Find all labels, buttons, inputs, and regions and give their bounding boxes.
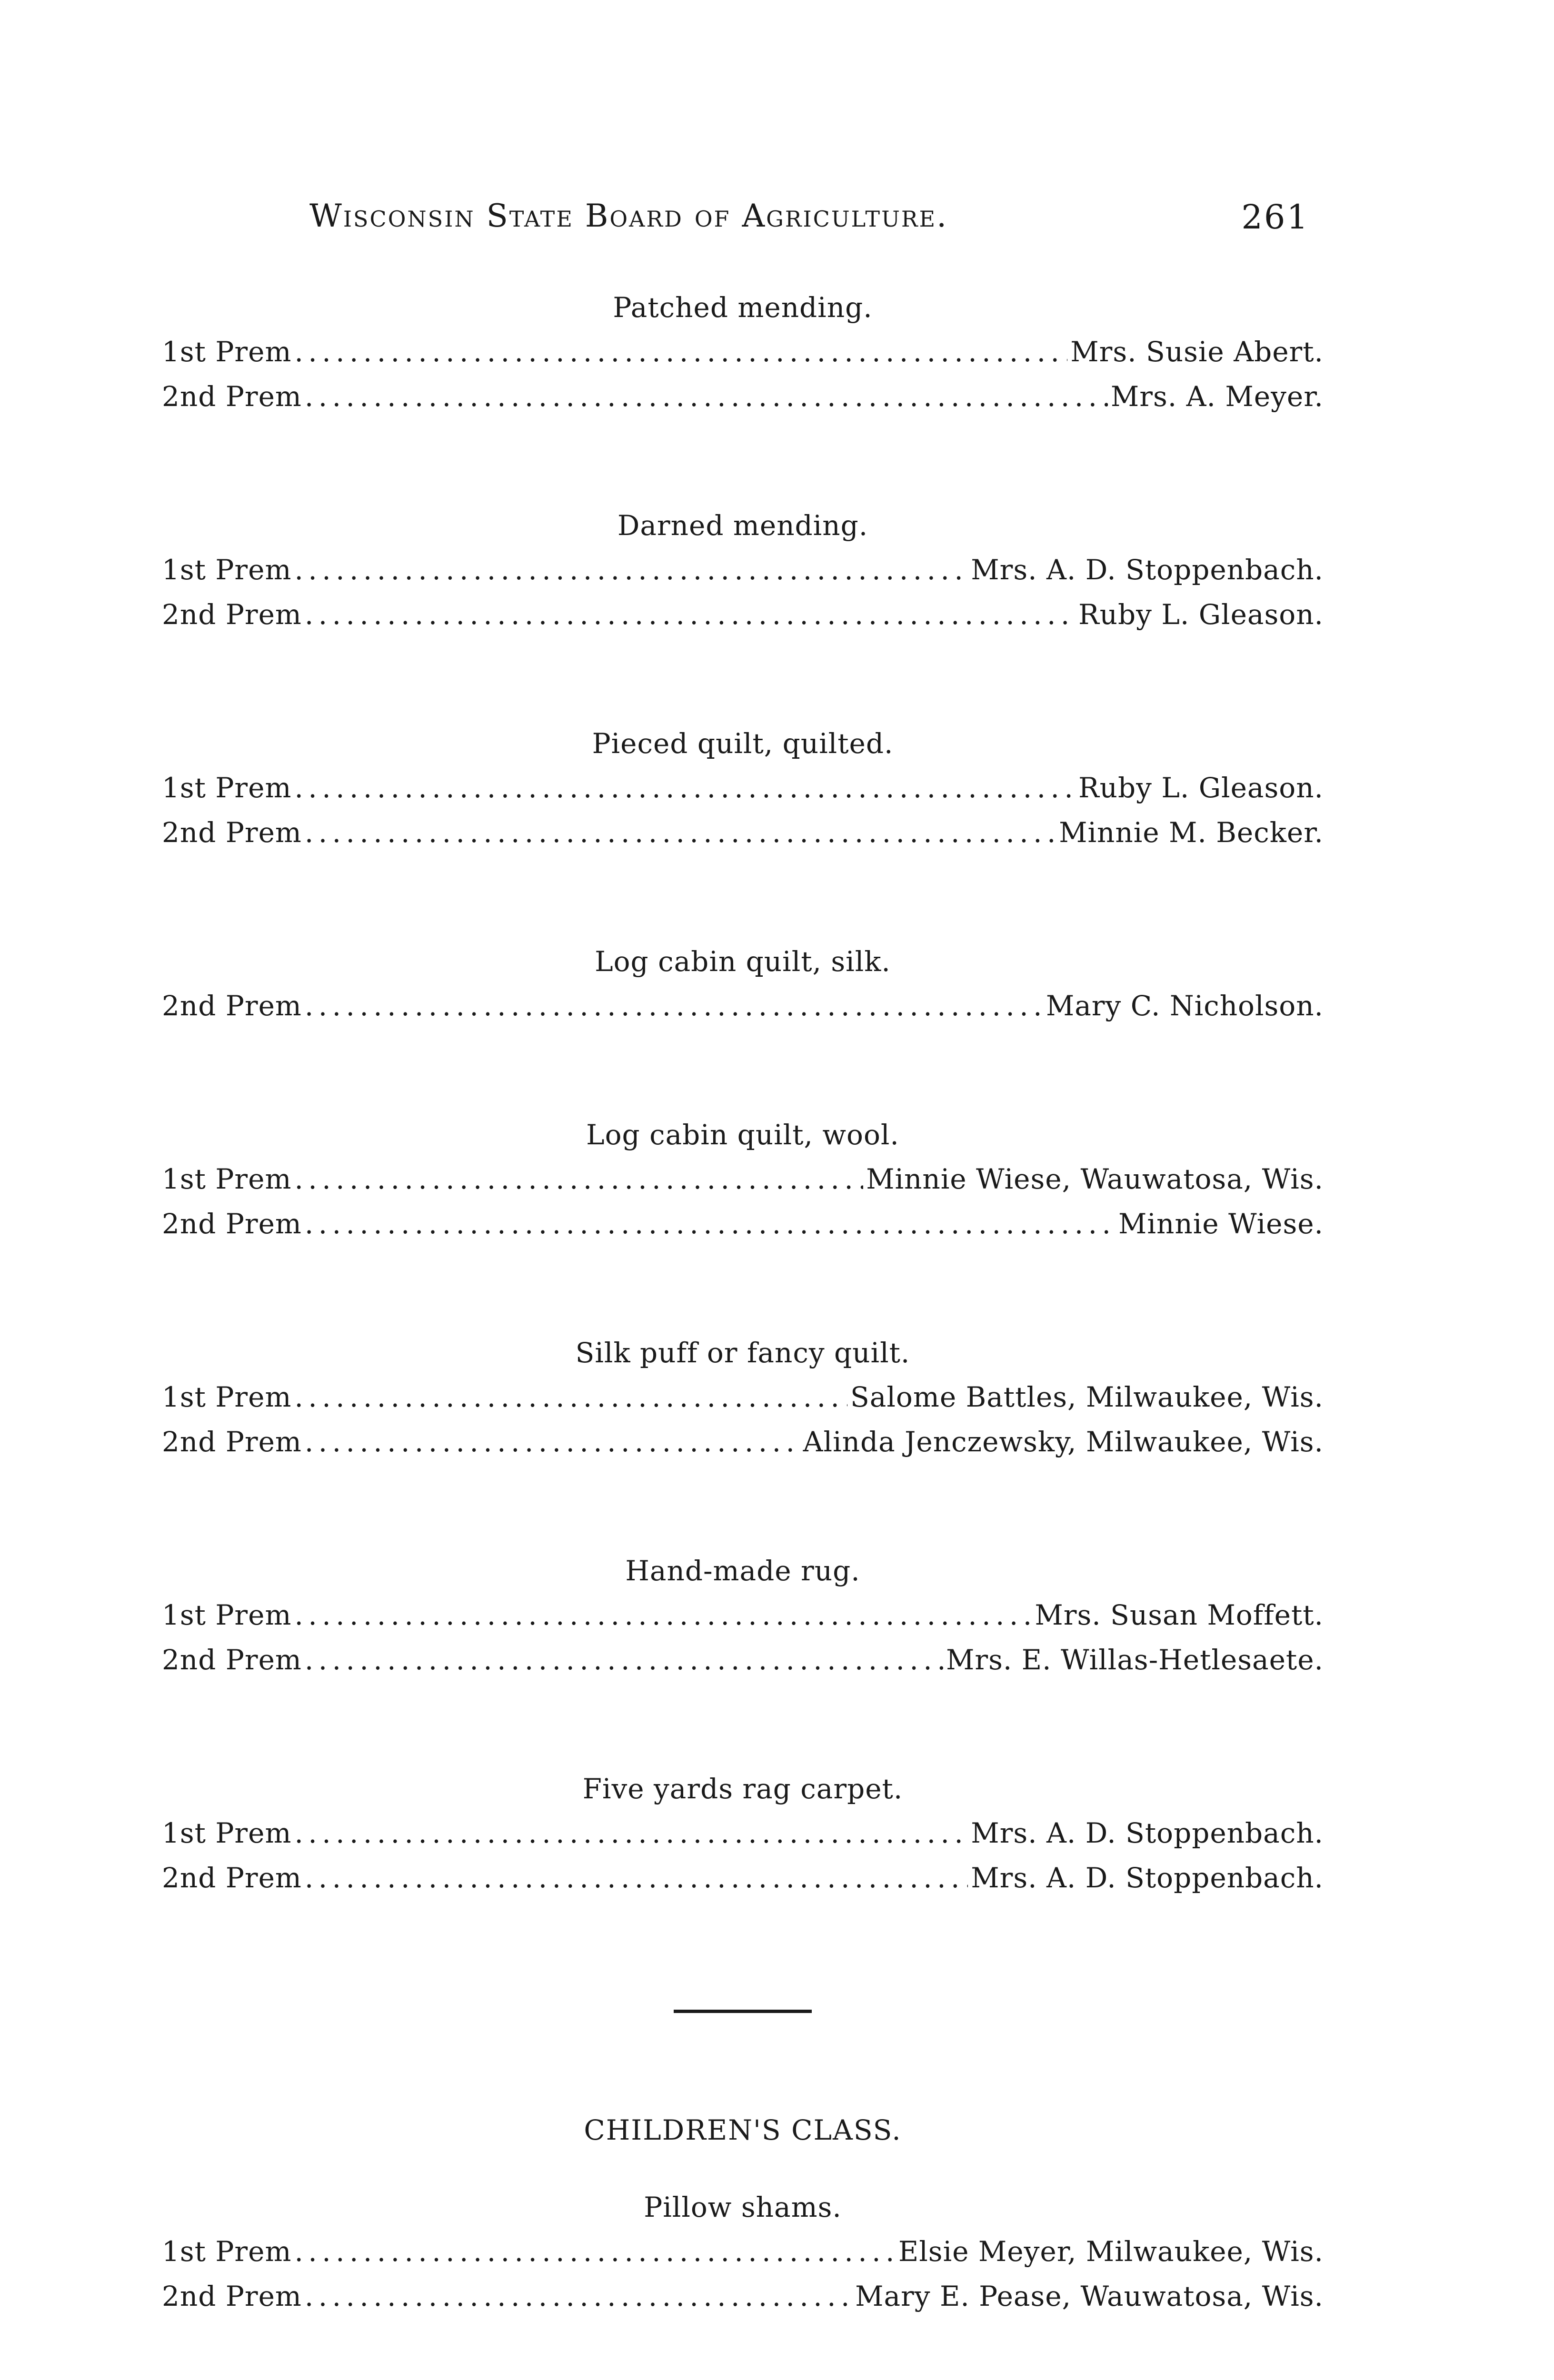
premium-entry [162, 1375, 1324, 1419]
section-heading: Silk puff or fancy quilt. [575, 1337, 910, 1369]
premium-winner: Ruby L. Gleason. [1078, 772, 1324, 804]
dot-leader [294, 1157, 863, 1201]
premium-winner: Alinda Jenczewsky, Milwaukee, Wis. [803, 1426, 1324, 1458]
premium-winner: Ruby L. Gleason. [1078, 598, 1324, 631]
dot-leader [294, 547, 968, 592]
premium-section [162, 1549, 1324, 1682]
section-heading: Patched mending. [613, 291, 873, 324]
premium-winner: Minnie Wiese. [1118, 1208, 1324, 1240]
premium-section [162, 1113, 1324, 1246]
section-heading: Hand-made rug. [625, 1555, 860, 1587]
premium-winner: Mrs. A. Meyer. [1110, 380, 1324, 413]
dot-leader [305, 374, 1108, 419]
section-gap [162, 2319, 1324, 2380]
premium-rank: 1st Prem [162, 336, 292, 368]
section-gap [162, 419, 1324, 504]
premium-entry [162, 1855, 1324, 1900]
premium-section [162, 504, 1324, 637]
premium-rank: 1st Prem [162, 1599, 292, 1631]
section-gap [162, 1464, 1324, 1549]
premium-winner: Mrs. Susan Moffett. [1035, 1599, 1324, 1631]
premium-rank: 1st Prem [162, 2235, 292, 2268]
premium-entry [162, 1157, 1324, 1201]
premium-entry [162, 810, 1324, 855]
premium-winner: Mary C. Nicholson. [1046, 990, 1324, 1022]
premium-rank: 2nd Prem [162, 2280, 302, 2312]
divider-gap-top [162, 1900, 1324, 2010]
dot-leader [305, 592, 1076, 637]
dot-leader [305, 1637, 943, 1682]
dot-leader [305, 2274, 852, 2319]
dot-leader [294, 329, 1067, 374]
premium-section [162, 1767, 1324, 1900]
premium-winner: Elsie Meyer, Milwaukee, Wis. [898, 2235, 1324, 2268]
section-gap [162, 637, 1324, 722]
section-divider-rule [674, 2010, 812, 2013]
premium-rank: 2nd Prem [162, 380, 302, 413]
premium-winner: Mrs. A. D. Stoppenbach. [971, 554, 1324, 586]
premium-rank: 2nd Prem [162, 1426, 302, 1458]
premium-entry [162, 374, 1324, 419]
premium-entry [162, 592, 1324, 637]
premium-winner: Mrs. E. Willas-Hetlesaete. [946, 1644, 1324, 1676]
dot-leader [294, 1375, 847, 1419]
section-gap [162, 1682, 1324, 1767]
premium-entry [162, 1811, 1324, 1855]
premium-section [162, 1331, 1324, 1464]
premium-section [162, 722, 1324, 855]
section-heading: Pieced quilt, quilted. [592, 727, 894, 760]
section-heading: Log cabin quilt, silk. [595, 945, 891, 978]
dot-leader [294, 1593, 1032, 1637]
premium-entry [162, 1593, 1324, 1637]
children-class-title: CHILDREN'S CLASS. [584, 2114, 902, 2146]
premium-winner: Mary E. Pease, Wauwatosa, Wis. [855, 2280, 1324, 2312]
dot-leader [305, 1419, 800, 1464]
premium-list [162, 286, 1324, 2380]
premium-section [162, 2185, 1324, 2319]
dot-leader [305, 1201, 1116, 1246]
premium-entry [162, 2229, 1324, 2274]
dot-leader [294, 765, 1076, 810]
premium-rank: 2nd Prem [162, 1644, 302, 1676]
class-title-gap [162, 2152, 1324, 2185]
dot-leader [294, 1811, 968, 1855]
premium-entry [162, 2274, 1324, 2319]
page-number: 261 [1241, 198, 1309, 237]
premium-rank: 2nd Prem [162, 598, 302, 631]
premium-section [162, 940, 1324, 1028]
premium-entry [162, 329, 1324, 374]
section-heading: Darned mending. [617, 509, 868, 542]
running-head [309, 198, 1309, 250]
dot-leader [305, 810, 1056, 855]
premium-entry [162, 765, 1324, 810]
premium-entry [162, 1637, 1324, 1682]
premium-winner: Salome Battles, Milwaukee, Wis. [850, 1381, 1324, 1413]
premium-rank: 1st Prem [162, 1381, 292, 1413]
premium-winner: Mrs. A. D. Stoppenbach. [971, 1862, 1324, 1894]
section-heading: Log cabin quilt, wool. [586, 1119, 899, 1151]
running-head-title: Wisconsin State Board of Agriculture. [309, 198, 948, 234]
premium-winner: Minnie Wiese, Wauwatosa, Wis. [866, 1163, 1324, 1195]
premium-rank: 1st Prem [162, 1163, 292, 1195]
section-gap [162, 1028, 1324, 1113]
premium-entry [162, 983, 1324, 1028]
premium-winner: Mrs. A. D. Stoppenbach. [971, 1817, 1324, 1849]
dot-leader [305, 1855, 968, 1900]
dot-leader [294, 2229, 895, 2274]
premium-entry [162, 1201, 1324, 1246]
premium-section [162, 286, 1324, 419]
premium-rank: 1st Prem [162, 1817, 292, 1849]
premium-rank: 2nd Prem [162, 1862, 302, 1894]
premium-winner: Minnie M. Becker. [1059, 816, 1324, 849]
dot-leader [305, 983, 1043, 1028]
premium-rank: 1st Prem [162, 772, 292, 804]
section-heading: Five yards rag carpet. [582, 1773, 903, 1805]
premium-winner: Mrs. Susie Abert. [1070, 336, 1324, 368]
premium-rank: 2nd Prem [162, 816, 302, 849]
divider-gap-bottom [162, 2013, 1324, 2108]
section-heading: Pillow shams. [644, 2191, 842, 2223]
section-gap [162, 1246, 1324, 1331]
premium-rank: 2nd Prem [162, 990, 302, 1022]
premium-rank: 1st Prem [162, 554, 292, 586]
section-gap [162, 855, 1324, 940]
premium-rank: 2nd Prem [162, 1208, 302, 1240]
premium-entry [162, 1419, 1324, 1464]
premium-entry [162, 547, 1324, 592]
